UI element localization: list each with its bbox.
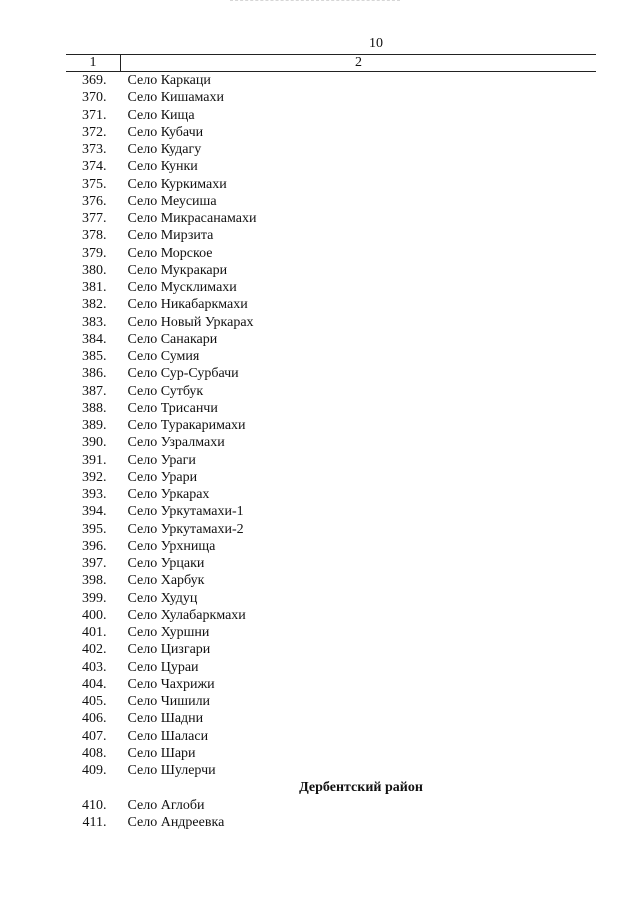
row-number: 410. [82,797,107,813]
column-header-name: 2 [121,55,597,72]
table-row [66,107,596,124]
row-number: 400. [82,607,107,623]
row-number: 405. [82,694,107,710]
row-number: 372. [82,124,107,140]
table-row [66,486,596,503]
table-row [66,503,596,520]
scan-artifact [230,0,400,9]
settlement-name: Село Новый Уркарах [127,314,254,330]
settlement-name: Село Андреевка [127,814,225,830]
settlement-name: Село Урцаки [127,556,205,572]
row-number: 404. [82,676,107,692]
table-row [66,400,596,417]
row-number: 389. [82,418,107,434]
row-number: 401. [82,625,107,641]
table-row [66,452,596,469]
table-row [66,693,596,710]
table-row [66,296,596,313]
settlement-name: Село Морское [127,245,213,261]
settlement-name: Село Мирзита [127,228,214,244]
row-number: 373. [82,142,107,158]
row-number: 379. [82,245,107,261]
table-row [66,728,596,745]
settlement-name: Село Узралмахи [127,435,225,451]
settlement-name: Село Хулабаркмахи [127,607,246,623]
row-number: 392. [82,469,107,485]
settlement-name: Село Мусклимахи [127,280,237,296]
settlement-table [66,54,596,831]
column-header-number: 1 [66,55,121,72]
table-row [66,89,596,106]
settlement-name: Село Сумия [127,349,200,365]
settlement-name: Село Кубачи [127,124,204,140]
table-row [66,469,596,486]
table-row [66,365,596,382]
row-number: 408. [82,745,107,761]
row-number: 384. [82,331,107,347]
table-row [66,417,596,434]
settlement-name: Село Куркимахи [127,176,227,192]
table-row [66,72,596,90]
row-number: 394. [82,504,107,520]
settlement-name: Село Цураи [127,659,199,675]
table-row [66,745,596,762]
row-number: 407. [82,728,107,744]
settlement-name: Село Каркаци [127,73,211,89]
settlement-name: Село Шадни [127,711,204,727]
settlement-name: Село Чахрижи [127,676,215,692]
row-number: 374. [82,159,107,175]
district-heading: Дербентский район [299,780,423,796]
settlement-name: Село Уркутамахи-2 [127,521,244,537]
settlement-name: Село Кища [127,107,195,123]
row-number: 376. [82,193,107,209]
table-row [66,624,596,641]
settlement-name: Село Сур-Сурбачи [127,366,239,382]
table-row [66,659,596,676]
row-number: 378. [82,228,107,244]
settlement-name: Село Харбук [127,573,205,589]
row-number: 386. [82,366,107,382]
row-number: 399. [82,590,107,606]
row-number: 382. [82,297,107,313]
settlement-name: Село Ураги [127,452,196,468]
table-row [66,762,596,779]
table-row [66,176,596,193]
table-row [66,814,596,831]
settlement-name: Село Никабаркмахи [127,297,248,313]
table-header-row [66,55,596,72]
table-row [66,141,596,158]
row-number: 383. [82,314,107,330]
settlement-name: Село Кишамахи [127,90,225,106]
settlement-name: Село Кудагу [127,142,202,158]
table-row [66,193,596,210]
table-row [66,797,596,814]
table-row [66,158,596,175]
row-number: 403. [82,659,107,675]
settlement-name: Село Урари [127,469,198,485]
row-number: 390. [82,435,107,451]
settlement-name: Село Меусиша [127,193,217,209]
settlement-name: Село Санакари [127,331,218,347]
settlement-name: Село Мукракари [127,262,228,278]
district-heading-row [66,779,596,796]
row-number: 380. [82,262,107,278]
table-row [66,383,596,400]
row-number: 396. [82,538,107,554]
table-row [66,555,596,572]
settlement-name: Село Туракаримахи [127,418,246,434]
table-row [66,607,596,624]
table-row [66,279,596,296]
table-row [66,227,596,244]
table-row [66,521,596,538]
settlement-name: Село Трисанчи [127,400,218,416]
settlement-name: Село Цизгари [127,642,211,658]
settlement-name: Село Урхнища [127,538,216,554]
row-number: 387. [82,383,107,399]
table-row [66,262,596,279]
row-number: 370. [82,90,107,106]
table-row [66,590,596,607]
table-row [66,434,596,451]
settlement-name: Село Сутбук [127,383,204,399]
row-number: 397. [82,556,107,572]
table-row [66,210,596,227]
table-row [66,710,596,727]
table-row [66,124,596,141]
table-row [66,676,596,693]
row-number: 369. [82,73,107,89]
table-row [66,641,596,658]
settlement-name: Село Хуршни [127,625,210,641]
settlement-name: Село Уркарах [127,487,210,503]
table-row [66,572,596,589]
settlement-name: Село Шулерчи [127,763,216,779]
row-number: 371. [82,107,107,123]
settlement-name: Село Шари [127,745,196,761]
table-row [66,348,596,365]
settlement-name: Село Аглоби [127,797,205,813]
row-number: 395. [82,521,107,537]
row-number: 406. [82,711,107,727]
row-number: 402. [82,642,107,658]
row-number: 398. [82,573,107,589]
row-number: 409. [82,763,107,779]
table-row [66,331,596,348]
row-number: 391. [82,452,107,468]
table-body [66,72,596,832]
row-number: 411. [82,814,107,830]
settlement-name: Село Уркутамахи-1 [127,504,244,520]
settlement-name: Село Кунки [127,159,198,175]
row-number: 377. [82,211,107,227]
row-number: 375. [82,176,107,192]
settlement-name: Село Шаласи [127,728,209,744]
row-number: 385. [82,349,107,365]
row-number: 393. [82,487,107,503]
table-row [66,245,596,262]
settlement-name: Село Микрасанамахи [127,211,257,227]
table-row [66,314,596,331]
table-row [66,538,596,555]
page-number: 10 [369,36,383,51]
row-number: 388. [82,400,107,416]
row-number: 381. [82,280,107,296]
settlement-name: Село Худуц [127,590,198,606]
settlement-name: Село Чишили [127,694,211,710]
